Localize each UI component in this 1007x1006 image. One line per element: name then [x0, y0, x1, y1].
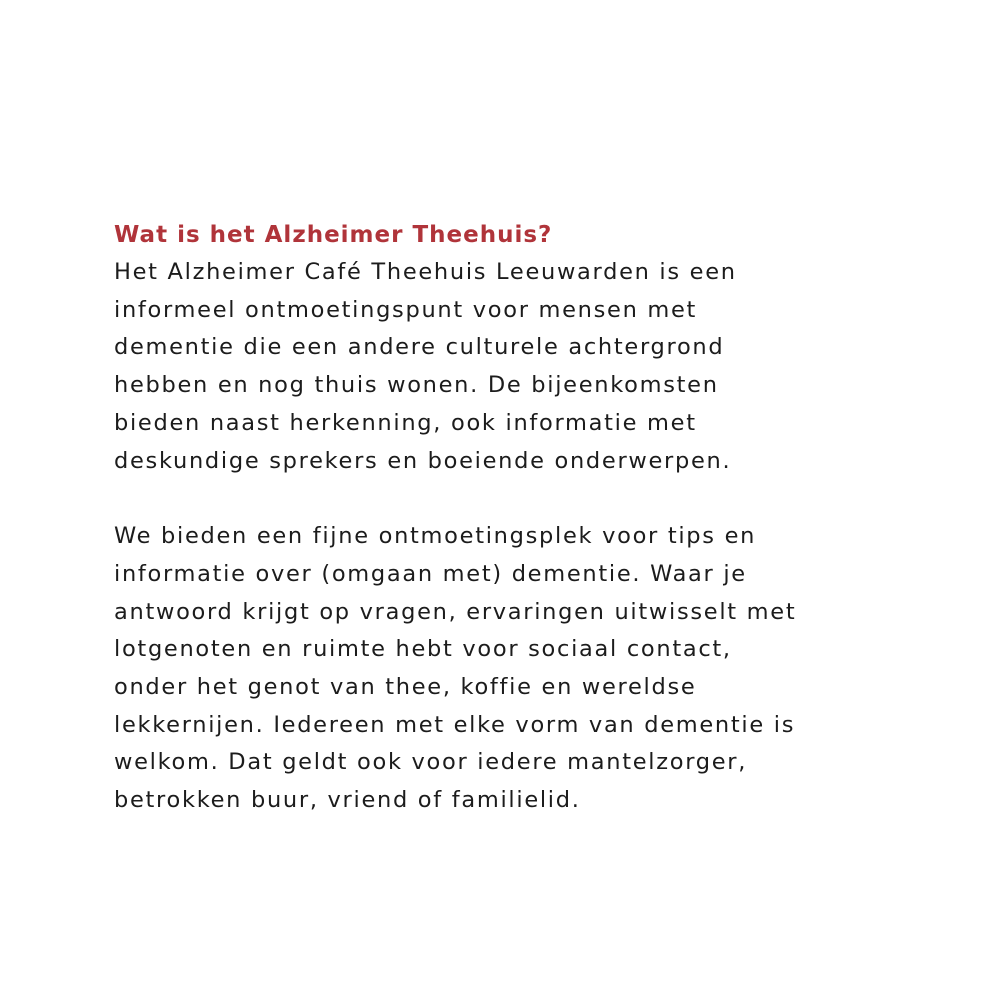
text-block [114, 216, 894, 820]
paragraph-line: welkom. Dat geldt ook voor iedere mantelzorger, [114, 749, 748, 776]
paragraph-line: informeel ontmoetingspunt voor mensen met [114, 296, 698, 323]
paragraph-line: lekkernijen. Iedereen met elke vorm van dementie is [114, 711, 796, 738]
paragraph-line: bieden naast herkenning, ook informatie met [114, 409, 697, 436]
paragraph-details [114, 518, 894, 820]
paragraph-line: lotgenoten en ruimte hebt voor sociaal contact, [114, 636, 732, 663]
paragraph-line: informatie over (omgaan met) dementie. Waar je [114, 560, 747, 587]
paragraph-line: Het Alzheimer Café Theehuis Leeuwarden is een [114, 259, 737, 285]
paragraph-line: deskundige sprekers en boeiende onderwerpen. [114, 447, 732, 474]
paragraph-line: onder het genot van thee, koffie en wereldse [114, 674, 697, 701]
page-heading: Wat is het Alzheimer Theehuis? [114, 222, 553, 248]
paragraph-line: betrokken buur, vriend of familielid. [114, 787, 581, 814]
paragraph-spacer [114, 480, 894, 518]
paragraph-line: hebben en nog thuis wonen. De bijeenkomsten [114, 372, 719, 399]
paragraph-intro [114, 254, 894, 480]
paragraph-line: We bieden een fijne ontmoetingsplek voor tips en [114, 523, 757, 550]
paragraph-line: dementie die een andere culturele achtergrond [114, 334, 725, 361]
paragraph-line: antwoord krijgt op vragen, ervaringen uitwisselt met [114, 598, 797, 625]
